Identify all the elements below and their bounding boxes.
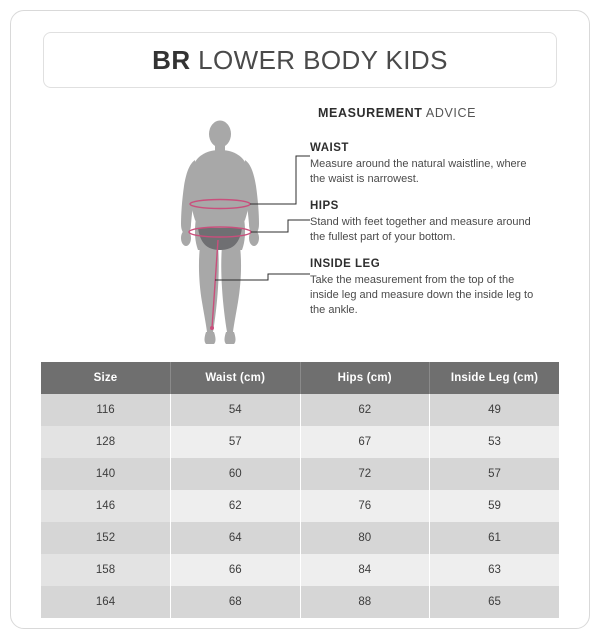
cell-waist: 57: [171, 426, 301, 458]
cell-hips: 80: [300, 522, 430, 554]
table-header-inside-leg: Inside Leg (cm): [430, 362, 560, 394]
title-rest: LOWER BODY KIDS: [198, 44, 448, 75]
cell-inside-leg: 65: [430, 586, 560, 618]
table-header-row: [41, 362, 559, 394]
table-row: [41, 426, 559, 458]
page-title: [152, 45, 448, 76]
cell-size: 128: [41, 426, 171, 458]
table-row: [41, 554, 559, 586]
size-table-wrap: [38, 362, 562, 618]
title-box: [43, 32, 557, 88]
cell-size: 116: [41, 394, 171, 426]
table-row: [41, 522, 559, 554]
cell-size: 140: [41, 458, 171, 490]
body-figure: [148, 120, 318, 355]
table-header-hips: Hips (cm): [300, 362, 430, 394]
cell-waist: 68: [171, 586, 301, 618]
cell-waist: 64: [171, 522, 301, 554]
table-row: [41, 586, 559, 618]
table-row: [41, 458, 559, 490]
table-header-waist: Waist (cm): [171, 362, 301, 394]
figure-silhouette: [181, 121, 259, 345]
title-brand: BR: [152, 44, 191, 75]
callout-hips-body: Stand with feet together and measure around the fullest part of your bottom.: [310, 216, 531, 243]
cell-waist: 66: [171, 554, 301, 586]
cell-inside-leg: 49: [430, 394, 560, 426]
callout-hips: [310, 200, 538, 245]
callout-waist-title: WAIST: [310, 142, 349, 154]
callout-waist: [310, 142, 538, 187]
table-header-size: Size: [41, 362, 171, 394]
cell-waist: 54: [171, 394, 301, 426]
callout-inside-leg-body: Take the measurement from the top of the inside leg and measure down the inside leg to the ankle.: [310, 274, 534, 316]
cell-inside-leg: 57: [430, 458, 560, 490]
cell-inside-leg: 53: [430, 426, 560, 458]
measurement-advice-section: [38, 106, 562, 356]
callout-hips-title: HIPS: [310, 200, 339, 212]
cell-size: 158: [41, 554, 171, 586]
advice-heading-bold: MEASUREMENT: [318, 106, 423, 120]
cell-hips: 62: [300, 394, 430, 426]
cell-size: 152: [41, 522, 171, 554]
callout-inside-leg: [310, 258, 538, 318]
cell-size: 164: [41, 586, 171, 618]
size-table: [41, 362, 559, 618]
advice-callouts: [310, 142, 538, 331]
cell-hips: 72: [300, 458, 430, 490]
cell-inside-leg: 61: [430, 522, 560, 554]
cell-waist: 60: [171, 458, 301, 490]
cell-hips: 88: [300, 586, 430, 618]
callout-inside-leg-title: INSIDE LEG: [310, 258, 381, 270]
cell-hips: 84: [300, 554, 430, 586]
table-row: [41, 394, 559, 426]
callout-waist-body: Measure around the natural waistline, where the waist is narrowest.: [310, 158, 527, 185]
advice-heading: [318, 106, 476, 120]
cell-hips: 67: [300, 426, 430, 458]
cell-waist: 62: [171, 490, 301, 522]
cell-inside-leg: 63: [430, 554, 560, 586]
advice-heading-light: ADVICE: [425, 106, 477, 120]
cell-hips: 76: [300, 490, 430, 522]
table-row: [41, 490, 559, 522]
page-content: [10, 10, 590, 618]
cell-size: 146: [41, 490, 171, 522]
cell-inside-leg: 59: [430, 490, 560, 522]
